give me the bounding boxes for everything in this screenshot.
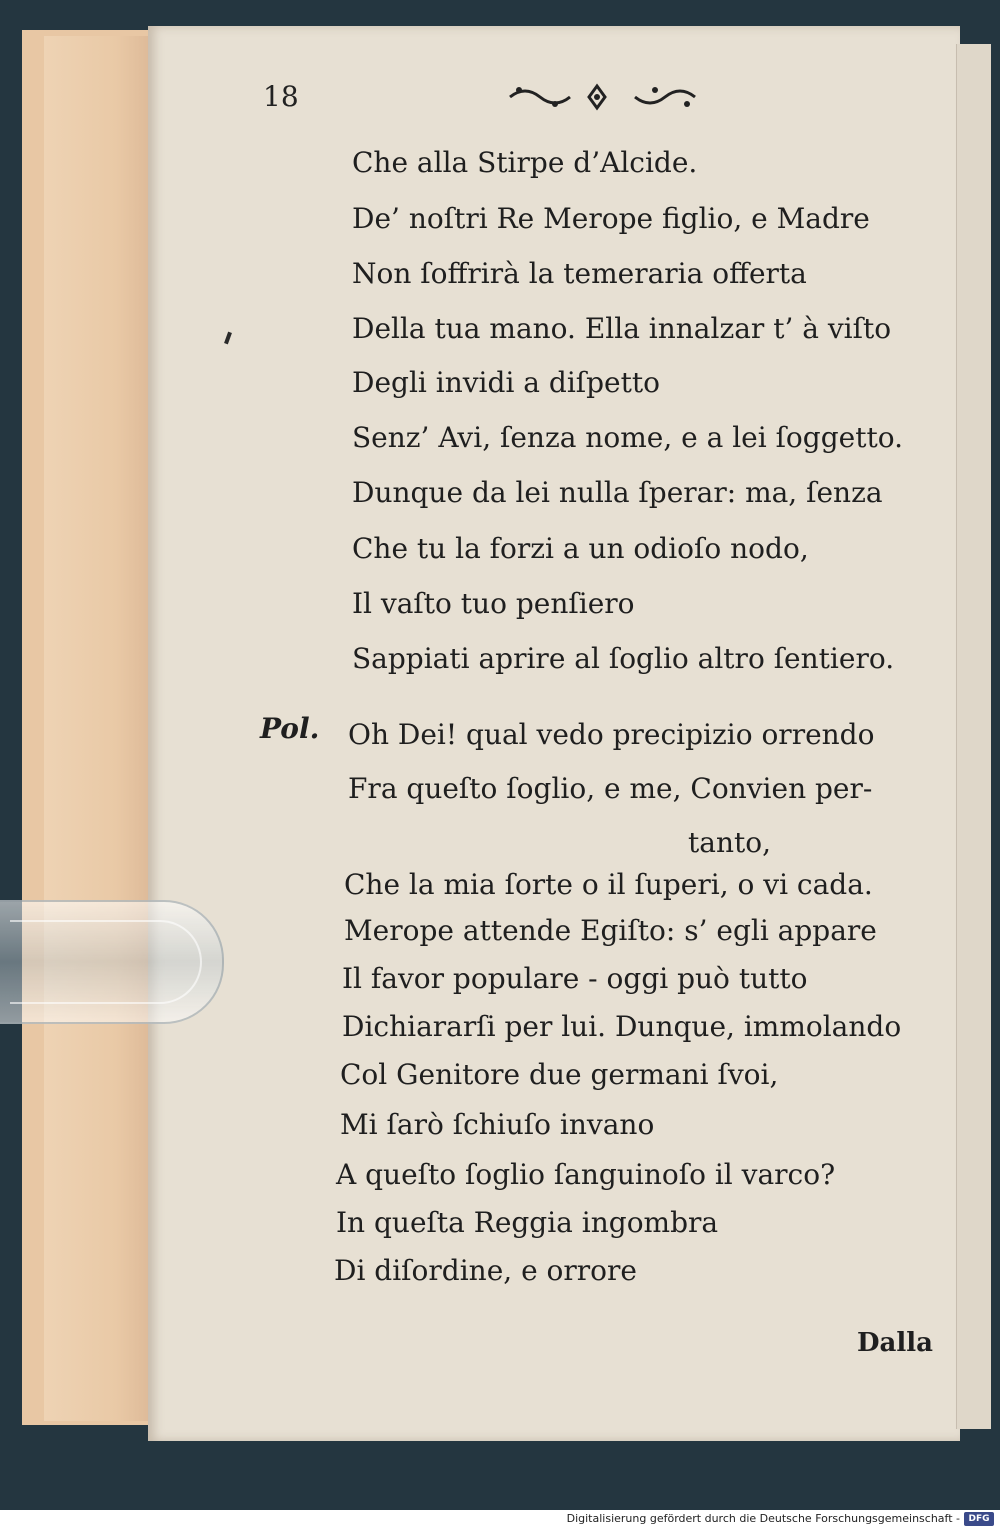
text-line: tanto,: [688, 826, 771, 859]
text-line: Sappiati aprire al ſoglio altro ſentiero.: [352, 642, 895, 675]
book-page-stack: [44, 36, 164, 1421]
text-line: Che la mia ſorte o il ſuperi, o vi cada.: [344, 868, 873, 901]
text-line: Col Genitore due germani ſvoi,: [340, 1058, 779, 1091]
text-line: In queſta Reggia ingombra: [336, 1206, 719, 1239]
page-number: 18: [263, 80, 299, 113]
text-line: Non ſoffrirà la temeraria offerta: [352, 257, 807, 290]
text-line: De’ noſtri Re Merope figlio, e Madre: [352, 202, 870, 235]
text-line: Degli invidi a diſpetto: [352, 366, 660, 399]
footer-bar: [0, 1510, 1000, 1529]
text-line: Che tu la forzi a un odioſo nodo,: [352, 532, 809, 565]
text-line: Mi ſarò ſchiuſo invano: [340, 1108, 655, 1141]
ornament-icon: [505, 80, 705, 114]
footer-credit: Digitalisierung gefördert durch die Deutsche Forschungsgemeinschaft -: [566, 1512, 960, 1525]
text-line: Il favor populare - oggi può tutto: [342, 962, 808, 995]
text-line: Che alla Stirpe d’Alcide.: [352, 146, 698, 179]
text-line: A queſto ſoglio ſanguinoſo il varco?: [336, 1158, 836, 1191]
dfg-logo-icon: DFG: [964, 1512, 994, 1526]
glass-page-clip-highlight: [10, 920, 202, 1004]
catchword: Dalla: [857, 1328, 933, 1358]
text-line: Fra queſto ſoglio, e me, Convien per-: [348, 772, 873, 805]
text-line: Dichiararſi per lui. Dunque, immolando: [342, 1010, 902, 1043]
text-line: Oh Dei! qual vedo precipizio orrendo: [348, 718, 875, 751]
text-line: Dunque da lei nulla ſperar: ma, ſenza: [352, 476, 883, 509]
text-line: Di diſordine, e orrore: [334, 1254, 637, 1287]
speaker-label: Pol.: [260, 712, 320, 745]
text-line: Merope attende Egiſto: s’ egli appare: [344, 914, 877, 947]
glass-page-clip: [0, 900, 224, 1024]
text-line: Della tua mano. Ella innalzar t’ à viſto: [352, 312, 892, 345]
facing-page-edge: [956, 44, 991, 1429]
text-line: Il vaſto tuo penſiero: [352, 587, 635, 620]
text-line: Senz’ Avi, ſenza nome, e a lei ſoggetto.: [352, 421, 903, 454]
